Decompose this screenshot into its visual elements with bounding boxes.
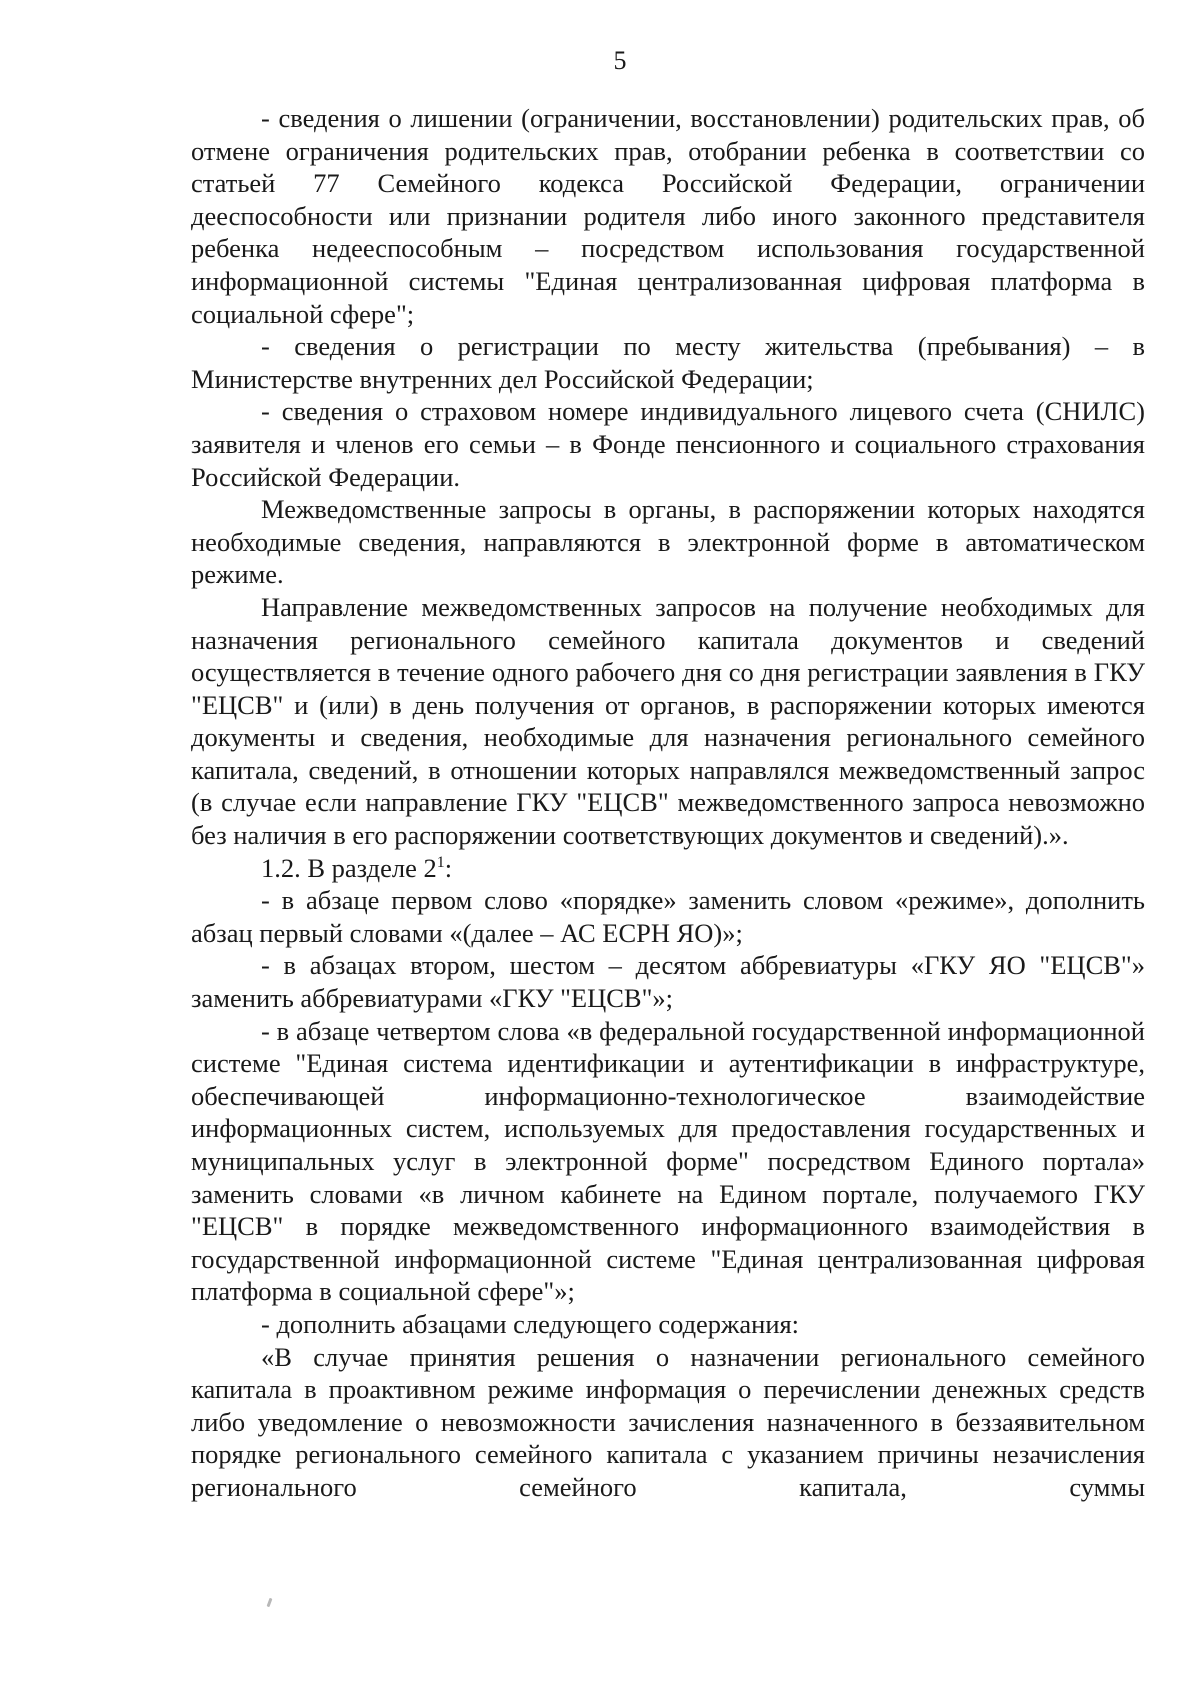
- paragraph-proactive-mode: «В случае принятия решения о назначении регионального семейного капитала в проактивном режиме информация о перечислении денежных средств либо уведомление о невозможности зачисления назначенного в беззаявительном порядке регионального семейного капитала с указанием причины незачисления регионального семейного капитала, суммы: [191, 1341, 1145, 1502]
- section-heading-superscript: 1: [436, 853, 445, 871]
- section-heading: [191, 852, 1145, 885]
- scan-speck: [267, 1598, 273, 1607]
- paragraph-abbreviations: - в абзацах втором, шестом – десятом аббревиатуры «ГКУ ЯО "ЕЦСВ"» заменить аббревиатурами «ГКУ "ЕЦСВ"»;: [191, 950, 1145, 1014]
- section-heading-text: 1.2. В разделе 2: [261, 852, 437, 883]
- document-body: [191, 102, 1145, 1504]
- paragraph-request-timing: Направление межведомственных запросов на получение необходимых для назначения регионального семейного капитала документов и сведений осуществляется в течение одного рабочего дня со дня регистрации заявления в ГКУ "ЕЦСВ" и (или) в день получения от органов, в распоряжении которых имеются документы и сведения, необходимые для назначения регионального семейного капитала, сведений, в отношении которых направлялся межведомственный запрос (в случае если направление ГКУ "ЕЦСВ" межведомственного запроса невозможно без наличия в его распоряжении соответствующих документов и сведений).».: [191, 591, 1145, 851]
- paragraph-snils: - сведения о страховом номере индивидуального лицевого счета (СНИЛС) заявителя и членов его семьи – в Фонде пенсионного и социального страхования Российской Федерации.: [191, 396, 1145, 492]
- paragraph-fourth-abzats: - в абзаце четвертом слова «в федеральной государственной информационной системе "Единая система идентификации и аутентификации в инфраструктуре, обеспечивающей информационно-технологическое взаимодействие информационных систем, используемых для предоставления государственных и муниципальных услуг в электронной форме" посредством Единого портала» заменить словами «в личном кабинете на Едином портале, получаемого ГКУ "ЕЦСВ" в порядке межведомственного информационного взаимодействия в государственной информационной системе "Единая централизованная цифровая платформа в социальной сфере"»;: [191, 1015, 1145, 1307]
- paragraph-registration: - сведения о регистрации по месту жительства (пребывания) – в Министерстве внутренних дел Российской Федерации;: [191, 331, 1145, 394]
- page-number: 5: [613, 46, 627, 75]
- paragraph-first-abzats: - в абзаце первом слово «порядке» заменить словом «режиме», дополнить абзац первый словами «(далее – АС ЕСРН ЯО)»;: [191, 885, 1145, 948]
- section-heading-suffix: :: [444, 852, 453, 883]
- paragraph-parental-rights: - сведения о лишении (ограничении, восстановлении) родительских прав, об отмене ограничения родительских прав, отобрании ребенка в соответствии со статьей 77 Семейного кодекса Российской Федерации, ограничении дееспособности или признании родителя либо иного законного представителя ребенка недееспособным – посредством использования государственной информационной системы "Единая централизованная цифровая платформа в социальной сфере";: [191, 103, 1145, 329]
- paragraph-interagency-requests: Межведомственные запросы в органы, в распоряжении которых находятся необходимые сведения, направляются в электронной форме в автоматическом режиме.: [191, 494, 1145, 590]
- paragraph-supplement: - дополнить абзацами следующего содержания:: [261, 1308, 800, 1339]
